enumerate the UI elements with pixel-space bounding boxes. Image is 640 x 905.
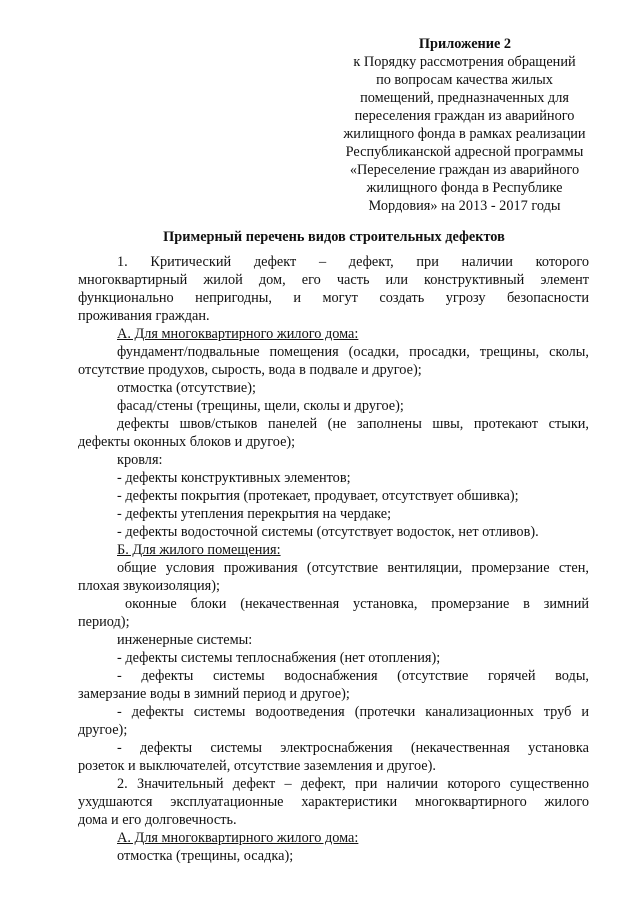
body-line: отсутствие продухов, сырость, вода в подвале и другое);	[78, 362, 422, 378]
document-title: Примерный перечень видов строительных дефектов	[163, 229, 505, 245]
body-line: другое);	[78, 722, 128, 738]
appendix-line: переселения граждан из аварийного	[354, 108, 575, 124]
body-line: функционально непригодны, и могут создать угрозу безопасности	[78, 290, 589, 306]
body-line: плохая звукоизоляция);	[78, 578, 220, 594]
body-line: оконные блоки (некачественная установка, промерзание в зимний	[125, 596, 589, 612]
section-heading: А. Для многоквартирного жилого дома:	[117, 830, 359, 846]
body-line: дефекты оконных блоков и другое);	[78, 434, 296, 450]
appendix-line: жилищного фонда в Республике	[366, 180, 563, 196]
appendix-line: к Порядку рассмотрения обращений	[353, 54, 576, 70]
body-line: отмостка (отсутствие);	[117, 380, 256, 396]
appendix-line: Республиканской адресной программы	[345, 144, 584, 160]
body-line: - дефекты системы водоснабжения (отсутствие горячей воды,	[117, 668, 589, 684]
body-line: отмостка (трещины, осадка);	[117, 848, 294, 864]
appendix-line: «Переселение граждан из аварийного	[349, 162, 580, 178]
body-line: проживания граждан.	[78, 308, 210, 324]
body-line: период);	[78, 614, 130, 630]
body-line: замерзание воды в зимний период и другое);	[78, 686, 350, 702]
appendix-line: помещений, предназначенных для	[360, 90, 569, 106]
body-line: 1. Критический дефект – дефект, при наличии которого	[117, 254, 589, 270]
body-line: - дефекты системы электроснабжения (некачественная установка	[117, 740, 589, 756]
body-line: дома и его долговечность.	[78, 812, 237, 828]
body-line: - дефекты водосточной системы (отсутствует водосток, нет отливов).	[117, 524, 539, 540]
body-line: инженерные системы:	[117, 632, 253, 648]
body-line: - дефекты конструктивных элементов;	[117, 470, 351, 486]
body-line: кровля:	[117, 452, 163, 468]
appendix-line: по вопросам качества жилых	[376, 72, 553, 88]
body-line: - дефекты покрытия (протекает, продувает, отсутствует обшивка);	[117, 488, 519, 504]
body-line: дефекты швов/стыков панелей (не заполнены швы, протекают стыки,	[117, 416, 589, 432]
body-line: - дефекты утепления перекрытия на чердаке;	[117, 506, 392, 522]
body-line: - дефекты системы теплоснабжения (нет отопления);	[117, 650, 441, 666]
body-line: 2. Значительный дефект – дефект, при наличии которого существенно	[117, 776, 589, 792]
appendix-line: Мордовия» на 2013 - 2017 годы	[368, 198, 561, 214]
section-heading: А. Для многоквартирного жилого дома:	[117, 326, 359, 342]
body-line: розеток и выключателей, отсутствие заземления и другое).	[78, 758, 436, 774]
body-line: - дефекты системы водоотведения (протечки канализационных труб и	[117, 704, 589, 720]
body-line: ухудшаются эксплуатационные характеристики многоквартирного жилого	[78, 794, 589, 810]
body-line: фасад/стены (трещины, щели, сколы и другое);	[117, 398, 404, 414]
body-line: общие условия проживания (отсутствие вентиляции, промерзание стен,	[117, 560, 589, 576]
section-heading: Б. Для жилого помещения:	[117, 542, 281, 558]
body-line: фундамент/подвальные помещения (осадки, просадки, трещины, сколы,	[117, 344, 589, 360]
appendix-title: Приложение 2	[418, 36, 512, 52]
appendix-line: жилищного фонда в рамках реализации	[343, 126, 586, 142]
body-line: многоквартирный жилой дом, его часть или конструктивный элемент	[78, 272, 589, 288]
